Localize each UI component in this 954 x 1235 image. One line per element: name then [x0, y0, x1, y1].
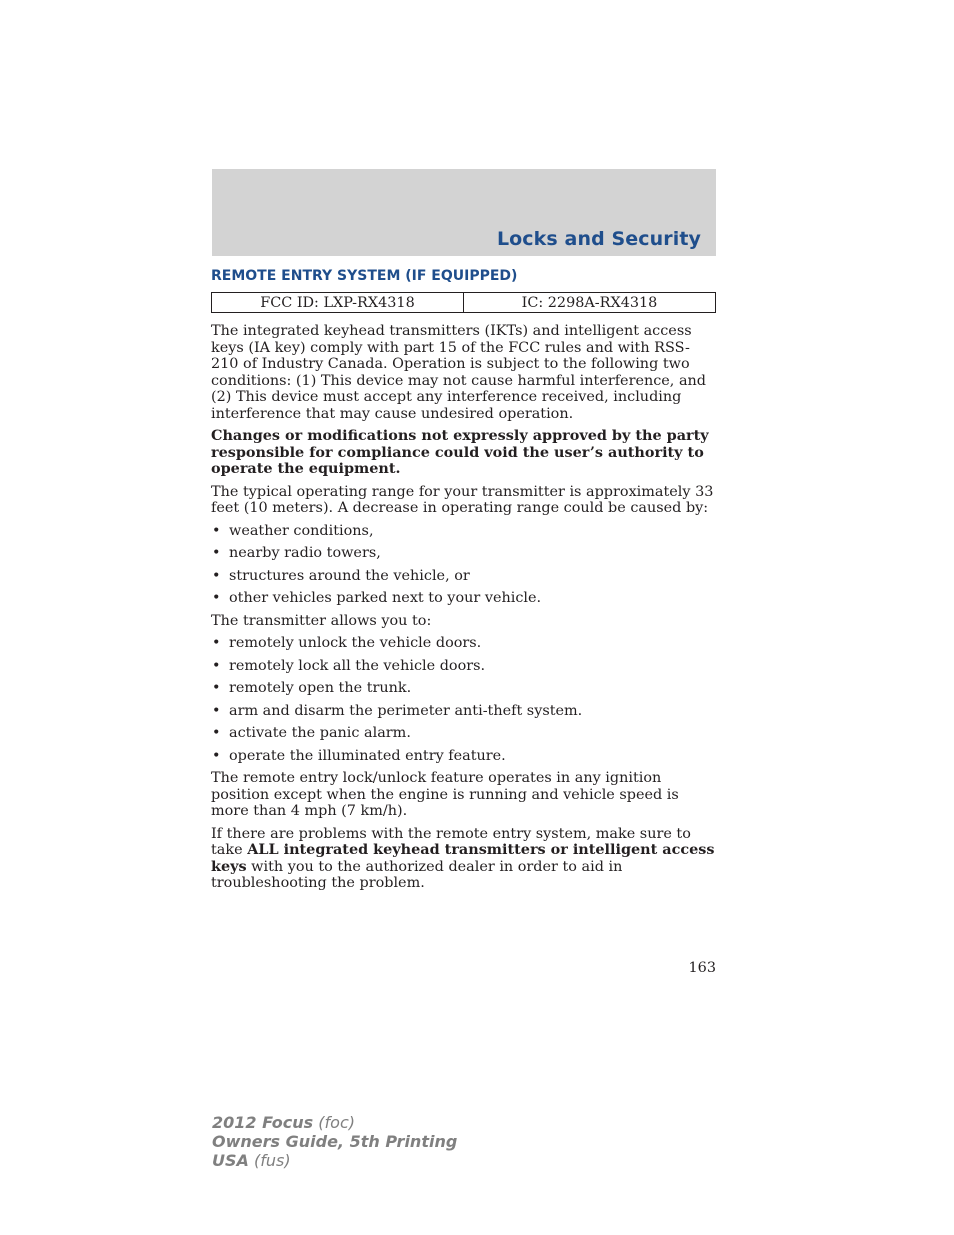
- list-item: • remotely open the trunk.: [211, 680, 717, 697]
- page-content: [211, 268, 717, 898]
- troubleshooting-paragraph: [211, 826, 717, 892]
- list-item: • structures around the vehicle, or: [211, 568, 717, 585]
- ignition-paragraph: The remote entry lock/unlock feature operates in any ignition position except when the engine is running and vehicle speed is more than 4 mph (7 km/h).: [211, 770, 679, 819]
- section-header-band: [212, 169, 716, 256]
- compliance-ids-table: [211, 292, 716, 313]
- footer-market-code: (fus): [248, 1151, 291, 1170]
- operating-range-paragraph: The typical operating range for your transmitter is approximately 33 feet (10 meters). A decrease in operating range could be caused by:: [211, 483, 714, 516]
- list-item: • other vehicles parked next to your vehicle.: [211, 590, 717, 607]
- footer-guide: Owners Guide, 5th Printing: [212, 1132, 458, 1151]
- chapter-title: Locks and Security: [496, 228, 701, 250]
- range-causes-list: [211, 523, 717, 607]
- footer-model-code: (foc): [313, 1113, 355, 1132]
- table-row: [212, 293, 716, 313]
- document-footer: [212, 1113, 457, 1170]
- troubleshooting-text-end: with you to the authorized dealer in order to aid in troubleshooting the problem.: [211, 858, 623, 891]
- list-item: • activate the panic alarm.: [211, 725, 717, 742]
- footer-market: USA: [212, 1151, 249, 1170]
- compliance-paragraph: The integrated keyhead transmitters (IKTs) and intelligent access keys (IA key) comply with part 15 of the FCC rules and with RSS-210 of Industry Canada. Operation is subject to the following two conditions: (1) This device may not cause harmful interference, and (2) This device must accept any interference received, including interference that may cause undesired operation.: [211, 323, 707, 422]
- section-title: REMOTE ENTRY SYSTEM (IF EQUIPPED): [211, 268, 518, 284]
- list-item: • weather conditions,: [211, 523, 717, 540]
- capabilities-list: [211, 635, 717, 764]
- list-item: • nearby radio towers,: [211, 545, 717, 562]
- list-item: • operate the illuminated entry feature.: [211, 748, 717, 765]
- page-number: 163: [688, 960, 716, 976]
- modification-warning: Changes or modifications not expressly approved by the party responsible for compliance could void the user’s authority to operate the equipment.: [211, 427, 709, 477]
- list-item: • remotely lock all the vehicle doors.: [211, 658, 717, 675]
- footer-line-market: [212, 1151, 457, 1170]
- ic-id-cell: IC: 2298A-RX4318: [464, 293, 716, 313]
- footer-line-model: [212, 1113, 457, 1132]
- footer-model: 2012 Focus: [212, 1113, 314, 1132]
- troubleshooting-text-start: If there are problems with the remote entry system, make sure to take: [211, 825, 691, 858]
- list-item: • arm and disarm the perimeter anti-theft system.: [211, 703, 717, 720]
- list-item: • remotely unlock the vehicle doors.: [211, 635, 717, 652]
- footer-line-guide: [212, 1132, 457, 1151]
- transmitter-intro: The transmitter allows you to:: [211, 612, 432, 629]
- troubleshooting-emphasis: ALL integrated keyhead transmitters or intelligent access keys: [211, 841, 715, 875]
- fcc-id-cell: FCC ID: LXP-RX4318: [212, 293, 464, 313]
